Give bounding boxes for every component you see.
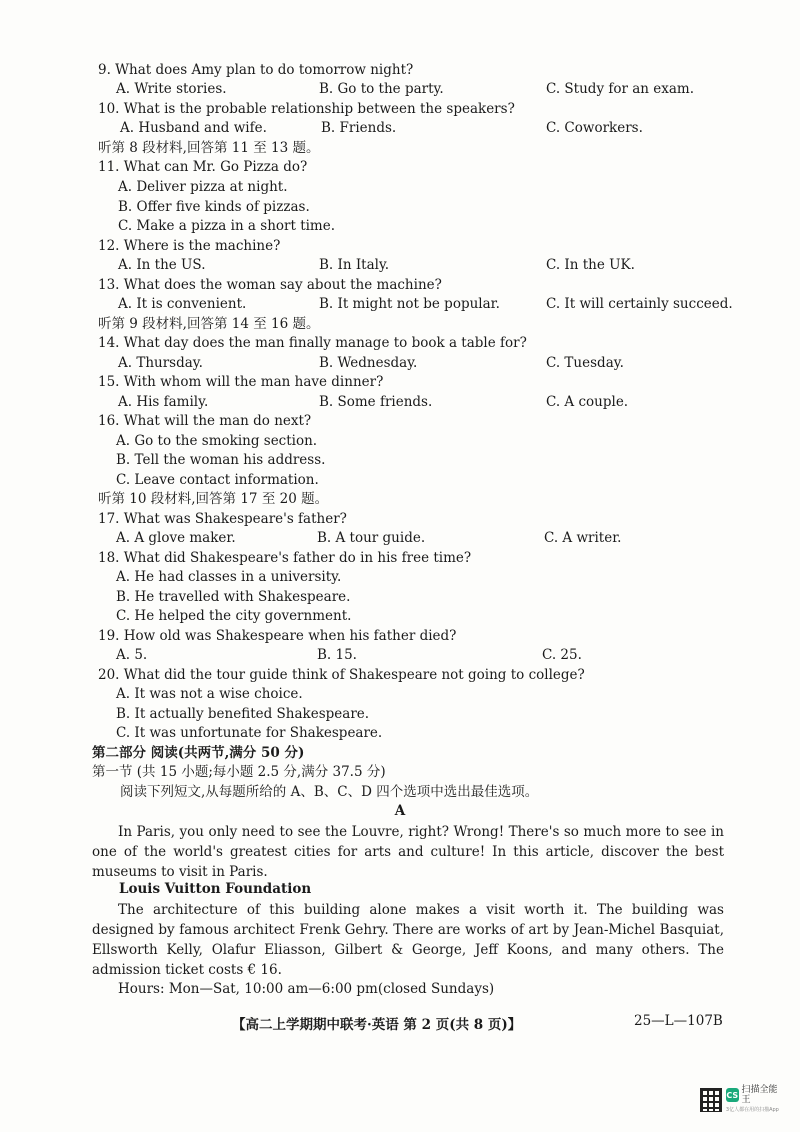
option-15b: B. Some friends. xyxy=(319,394,433,410)
question-18: 18. What did Shakespeare's father do in his free time? xyxy=(98,550,472,566)
option-17b: B. A tour guide. xyxy=(317,530,426,546)
option-14b: B. Wednesday. xyxy=(319,355,418,371)
part2-instruction: 阅读下列短文,从每题所给的 A、B、C、D 四个选项中选出最佳选项。 xyxy=(120,784,539,800)
page-footer-code: 25—L—107B xyxy=(634,1013,723,1029)
question-10: 10. What is the probable relationship between the speakers? xyxy=(98,101,515,117)
option-18b: B. He travelled with Shakespeare. xyxy=(116,589,351,605)
question-13: 13. What does the woman say about the machine? xyxy=(98,277,442,293)
option-19b: B. 15. xyxy=(317,647,357,663)
option-12b: B. In Italy. xyxy=(319,257,390,273)
part2-section1: 第一节 (共 15 小题;每小题 2.5 分,满分 37.5 分) xyxy=(92,764,386,780)
option-17c: C. A writer. xyxy=(544,530,622,546)
option-14c: C. Tuesday. xyxy=(546,355,624,371)
section-heading-10: 听第 10 段材料,回答第 17 至 20 题。 xyxy=(98,491,329,507)
question-16: 16. What will the man do next? xyxy=(98,413,312,429)
question-9: 9. What does Amy plan to do tomorrow night? xyxy=(98,62,414,78)
question-19: 19. How old was Shakespeare when his father died? xyxy=(98,628,457,644)
option-18a: A. He had classes in a university. xyxy=(116,569,342,585)
section-heading-8: 听第 8 段材料,回答第 11 至 13 题。 xyxy=(98,140,320,156)
option-17a: A. A glove maker. xyxy=(116,530,236,546)
question-20: 20. What did the tour guide think of Shakespeare not going to college? xyxy=(98,667,585,683)
option-13a: A. It is convenient. xyxy=(118,296,247,312)
option-15a: A. His family. xyxy=(118,394,209,410)
page-footer-title: 【高二上学期期中联考·英语 第 2 页(共 8 页)】 xyxy=(232,1017,522,1033)
part2-title: 第二部分 阅读(共两节,满分 50 分) xyxy=(92,745,305,761)
passage-label: A xyxy=(394,803,406,819)
passage-hours: Hours: Mon—Sat, 10:00 am—6:00 pm(closed Sundays) xyxy=(118,981,495,997)
option-10a: A. Husband and wife. xyxy=(120,120,267,136)
option-14a: A. Thursday. xyxy=(118,355,203,371)
option-9c: C. Study for an exam. xyxy=(546,81,695,97)
question-12: 12. Where is the machine? xyxy=(98,238,281,254)
option-20b: B. It actually benefited Shakespeare. xyxy=(116,706,370,722)
option-16a: A. Go to the smoking section. xyxy=(116,433,318,449)
option-13b: B. It might not be popular. xyxy=(319,296,500,312)
option-12c: C. In the UK. xyxy=(546,257,635,273)
scanner-app-tagline: 3亿人都在用的扫描App xyxy=(725,1107,779,1113)
section-heading-9: 听第 9 段材料,回答第 14 至 16 题。 xyxy=(98,316,320,332)
option-11b: B. Offer five kinds of pizzas. xyxy=(118,199,310,215)
option-16b: B. Tell the woman his address. xyxy=(116,452,326,468)
option-20a: A. It was not a wise choice. xyxy=(116,686,303,702)
passage-subheading: Louis Vuitton Foundation xyxy=(119,881,312,897)
option-10b: B. Friends. xyxy=(321,120,397,136)
scanner-watermark xyxy=(700,1086,782,1114)
question-17: 17. What was Shakespeare's father? xyxy=(98,511,347,527)
passage-body: The architecture of this building alone makes a visit worth it. The building was designed by famous architect Frenk Gehry. There are works of art by Jean-Michel Basquiat, Ellsworth Kelly, Olafur Eliasson, Gilbert & George, Jeff Koons, and many others. The admission ticket costs € 16. xyxy=(92,902,724,978)
option-11c: C. Make a pizza in a short time. xyxy=(118,218,336,234)
camscanner-logo-icon: CS xyxy=(726,1088,739,1102)
option-9a: A. Write stories. xyxy=(116,81,227,97)
option-16c: C. Leave contact information. xyxy=(116,472,319,488)
option-9b: B. Go to the party. xyxy=(319,81,444,97)
question-14: 14. What day does the man finally manage to book a table for? xyxy=(98,335,527,351)
option-12a: A. In the US. xyxy=(118,257,206,273)
option-18c: C. He helped the city government. xyxy=(116,608,352,624)
option-19c: C. 25. xyxy=(542,647,582,663)
passage-intro: In Paris, you only need to see the Louvre, right? Wrong! There's so much more to see in one of the world's greatest cities for arts and culture! In this article, discover the best museums to visit in Paris. xyxy=(92,824,724,880)
qr-code-icon xyxy=(700,1088,722,1112)
option-10c: C. Coworkers. xyxy=(546,120,643,136)
option-15c: C. A couple. xyxy=(546,394,629,410)
option-19a: A. 5. xyxy=(116,647,148,663)
question-11: 11. What can Mr. Go Pizza do? xyxy=(98,159,308,175)
question-15: 15. With whom will the man have dinner? xyxy=(98,374,384,390)
option-20c: C. It was unfortunate for Shakespeare. xyxy=(116,725,383,741)
option-13c: C. It will certainly succeed. xyxy=(546,296,733,312)
scanner-app-name: 扫描全能王 xyxy=(741,1085,778,1105)
option-11a: A. Deliver pizza at night. xyxy=(118,179,288,195)
